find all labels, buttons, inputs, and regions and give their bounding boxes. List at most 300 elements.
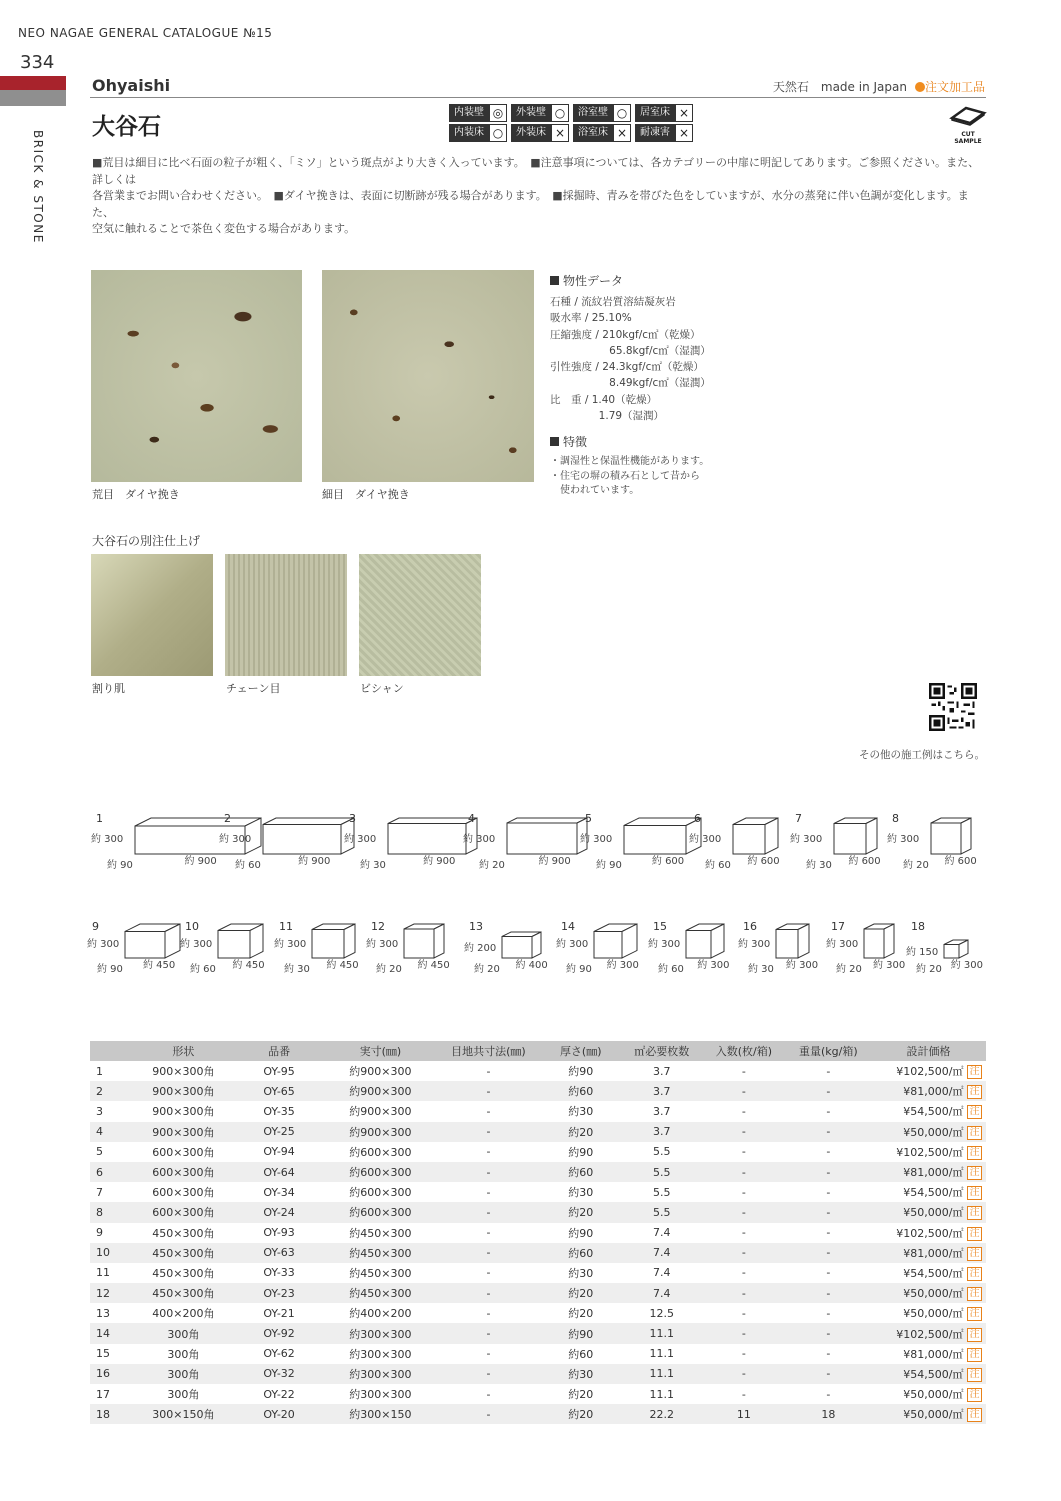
- table-cell: -: [702, 1122, 785, 1142]
- table-cell: 約20: [540, 1404, 621, 1424]
- table-cell: 約400×200: [349, 1307, 412, 1321]
- shape-number: 4: [468, 812, 475, 825]
- table-cell: 11: [702, 1404, 785, 1424]
- table-cell: -: [437, 1202, 541, 1222]
- photo-split-face: [91, 554, 213, 676]
- photo-chain-finish: [225, 554, 347, 676]
- usage-cell: [511, 124, 571, 142]
- table-cell: 18: [786, 1404, 872, 1424]
- table-header-row: [90, 1041, 986, 1061]
- shape-width-label: 約 900: [538, 856, 571, 867]
- price-text: ¥102,500/㎡: [896, 1145, 964, 1159]
- table-cell: 18: [90, 1404, 133, 1424]
- table-cell: 5.5: [621, 1162, 702, 1182]
- table-cell: [871, 1283, 986, 1303]
- table-cell: 300×150角: [133, 1404, 234, 1424]
- product-title: 大谷石: [92, 114, 161, 140]
- table-cell: 450×300角: [152, 1266, 215, 1280]
- shape-height-label: 約 300: [87, 939, 120, 950]
- shape-depth-label: 約 90: [596, 860, 622, 871]
- table-row: [90, 1243, 986, 1263]
- physical-data-line: 石種 / 流紋岩質溶結凝灰岩: [550, 296, 676, 308]
- table-cell: [871, 1223, 986, 1243]
- shape-height-label: 約 300: [463, 834, 496, 845]
- table-cell: OY-92: [234, 1323, 324, 1343]
- table-cell: -: [486, 1226, 491, 1240]
- price-text: ¥50,000/㎡: [903, 1125, 964, 1139]
- table-cell: OY-65: [234, 1081, 324, 1101]
- shape-width-label: 約 300: [873, 960, 906, 971]
- table-cell: [871, 1081, 986, 1101]
- table-cell: 約20: [540, 1122, 621, 1142]
- catalogue-title: NEO NAGAE GENERAL CATALOGUE №15: [18, 26, 273, 40]
- table-cell: -: [786, 1081, 872, 1101]
- price-text: ¥54,500/㎡: [903, 1266, 964, 1280]
- shape-number: 15: [653, 920, 667, 933]
- table-cell: 8: [90, 1202, 133, 1222]
- shape-number: 14: [561, 920, 575, 933]
- physical-data-line: 圧縮強度 / 210kgf/c㎡（乾燥）: [550, 328, 701, 341]
- shape-height-label: 約 300: [344, 834, 377, 845]
- page-tab-gray: [0, 90, 66, 106]
- shape-depth-label: 約 60: [190, 964, 216, 975]
- shape-number: 18: [911, 920, 925, 933]
- shape-depth-label: 約 60: [705, 860, 731, 871]
- shape-depth-label: 約 90: [107, 860, 133, 871]
- table-cell: 約450×300: [349, 1266, 412, 1280]
- table-cell: 900×300角: [133, 1122, 234, 1142]
- table-cell: 600×300角: [133, 1162, 234, 1182]
- table-cell: 約900×300: [324, 1081, 437, 1101]
- order-mark-icon: 注: [967, 1328, 982, 1342]
- table-cell: -: [741, 1064, 746, 1078]
- order-mark-icon: 注: [967, 1186, 982, 1200]
- table-cell: 5: [96, 1145, 103, 1159]
- usage-mark: ○: [613, 104, 631, 122]
- price-text: ¥50,000/㎡: [903, 1287, 964, 1301]
- shape-height-label: 約 300: [180, 939, 213, 950]
- page-number: 334: [20, 52, 55, 73]
- table-cell: 約600×300: [349, 1186, 412, 1200]
- order-mark-icon: 注: [967, 1247, 982, 1261]
- shape-height-label: 約 300: [580, 834, 613, 845]
- shape-depth-label: 約 30: [284, 964, 310, 975]
- table-cell: 15: [96, 1347, 110, 1361]
- physical-data-lines: [550, 294, 750, 424]
- table-cell: [871, 1344, 986, 1364]
- price-text: ¥54,500/㎡: [903, 1186, 964, 1200]
- table-cell: 300角: [133, 1323, 234, 1343]
- table-header-cell: 品番: [234, 1041, 324, 1061]
- photo-caption: ビシャン: [360, 682, 404, 695]
- table-cell: 約30: [568, 1105, 594, 1119]
- table-cell: -: [486, 1145, 491, 1159]
- usage-suitability-grid: [449, 104, 695, 142]
- table-row: [90, 1303, 986, 1323]
- shape-height-label: 約 300: [648, 939, 681, 950]
- table-cell: -: [741, 1185, 746, 1199]
- order-mark-icon: 注: [967, 1307, 982, 1321]
- shape-height-label: 約 300: [366, 939, 399, 950]
- table-cell: 約60: [568, 1347, 594, 1361]
- shape-width-label: 約 600: [651, 856, 685, 867]
- custom-finish-heading: 大谷石の別注仕上げ: [92, 534, 201, 548]
- order-mark-icon: 注: [967, 1206, 982, 1220]
- usage-label: 内装壁: [449, 104, 489, 122]
- usage-label: 内装床: [449, 124, 489, 142]
- usage-label: 耐凍害: [635, 124, 675, 142]
- table-cell: 900×300角: [152, 1065, 215, 1079]
- table-cell: 9: [96, 1226, 103, 1240]
- table-cell: 300角: [167, 1347, 200, 1361]
- shape-height-label: 約 300: [556, 939, 589, 950]
- table-cell: -: [786, 1243, 872, 1263]
- description-line: 各営業までお問い合わせください。 ■ダイヤ挽きは、表面に切断跡が残る場合があります。 ■採掘時、青みを帯びた色をしていますが、水分の蒸発に伴い色調が変化します。また、: [92, 189, 969, 219]
- shape-height-label: 約 300: [91, 834, 124, 845]
- table-cell: OY-25: [234, 1122, 324, 1142]
- shape-width-label: 約 300: [606, 960, 639, 971]
- table-cell: -: [437, 1404, 541, 1424]
- table-cell: 17: [96, 1387, 110, 1401]
- table-cell: [871, 1243, 986, 1263]
- table-cell: [871, 1263, 986, 1283]
- shape-height-label: 約 200: [464, 943, 497, 954]
- table-cell: 5.5: [653, 1145, 671, 1159]
- physical-data-line: 比 重 / 1.40（乾燥）: [550, 393, 658, 406]
- feature-line: ・住宅の塀の積み石として昔から: [550, 470, 700, 482]
- table-row: [90, 1364, 986, 1384]
- tile-shape-icon: [352, 812, 481, 894]
- table-cell: 5.5: [621, 1202, 702, 1222]
- table-cell: 450×300角: [133, 1283, 234, 1303]
- shape-depth-label: 約 30: [748, 964, 774, 975]
- cut-sample-label: CUT SAMPLE: [954, 131, 982, 145]
- usage-cell: [573, 124, 633, 142]
- table-cell: OY-94: [263, 1145, 295, 1159]
- shape-height-label: 約 300: [689, 834, 722, 845]
- shape-depth-label: 約 30: [360, 860, 386, 871]
- table-cell: OY-33: [263, 1266, 295, 1280]
- table-cell: OY-22: [263, 1387, 295, 1401]
- description-line: 空気に触れることで茶色く変色する場合があります。: [92, 222, 356, 235]
- order-mark-icon: 注: [967, 1166, 982, 1180]
- feature-line: 使われています。: [550, 485, 640, 497]
- order-mark-icon: 注: [967, 1267, 982, 1281]
- table-cell: 約600×300: [349, 1145, 412, 1159]
- table-cell: OY-62: [263, 1347, 295, 1361]
- usage-mark: ×: [613, 124, 631, 142]
- product-romaji-name: Ohyaishi: [92, 76, 171, 95]
- shape-height-label: 約 300: [738, 939, 771, 950]
- order-mark-icon: 注: [967, 1085, 982, 1099]
- price-text: ¥102,500/㎡: [896, 1065, 964, 1079]
- shape-height-label: 約 300: [887, 834, 920, 845]
- shape-depth-label: 約 20: [916, 964, 942, 975]
- table-cell: OY-35: [263, 1104, 295, 1118]
- table-cell: [871, 1122, 986, 1142]
- table-cell: -: [786, 1323, 872, 1343]
- price-text: ¥81,000/㎡: [903, 1246, 964, 1260]
- usage-mark: ○: [551, 104, 569, 122]
- shape-width-label: 約 450: [417, 960, 450, 971]
- shape-height-label: 約 300: [826, 939, 859, 950]
- shape-height-label: 約 300: [790, 834, 823, 845]
- table-cell: -: [741, 1145, 746, 1159]
- physical-data-line: 吸水率 / 25.10%: [550, 312, 632, 325]
- table-cell: 300角: [167, 1388, 200, 1402]
- table-row: [90, 1384, 986, 1404]
- table-cell: 約600×300: [324, 1162, 437, 1182]
- product-origin-info: [773, 78, 985, 95]
- table-cell: OY-23: [234, 1283, 324, 1303]
- table-cell: -: [741, 1347, 746, 1361]
- table-cell: -: [786, 1122, 872, 1142]
- table-cell: 3.7: [653, 1064, 671, 1078]
- order-mark-icon: 注: [967, 1065, 982, 1079]
- order-mark-icon: 注: [967, 1368, 982, 1382]
- table-cell: 11.1: [621, 1323, 702, 1343]
- features-heading: 特徴: [550, 433, 750, 450]
- shape-number: 13: [469, 920, 483, 933]
- table-cell: 約900×300: [324, 1122, 437, 1142]
- shape-depth-label: 約 60: [658, 964, 684, 975]
- table-cell: 7.4: [621, 1283, 702, 1303]
- order-mark-icon: 注: [967, 1146, 982, 1160]
- photo-caption: 細目 ダイヤ挽き: [322, 488, 410, 501]
- usage-label: 外装壁: [511, 104, 551, 122]
- table-row: [90, 1142, 986, 1162]
- table-cell: 3.7: [621, 1081, 702, 1101]
- table-cell: -: [786, 1162, 872, 1182]
- shape-number: 16: [743, 920, 757, 933]
- page-tab-red: [0, 76, 66, 90]
- table-cell: -: [786, 1202, 872, 1222]
- usage-mark: ×: [675, 104, 693, 122]
- table-cell: 11: [96, 1266, 110, 1280]
- shape-height-label: 約 300: [219, 834, 252, 845]
- shape-number: 8: [892, 812, 899, 825]
- table-cell: 約30: [568, 1186, 594, 1200]
- square-bullet-icon: [550, 437, 559, 446]
- table-cell: [871, 1384, 986, 1404]
- qr-code-icon[interactable]: [929, 683, 977, 731]
- table-cell: -: [486, 1266, 491, 1280]
- table-cell: -: [437, 1122, 541, 1142]
- table-cell: OY-20: [234, 1404, 324, 1424]
- shape-depth-label: 約 20: [474, 964, 500, 975]
- order-mark-icon: 注: [967, 1388, 982, 1402]
- table-cell: 約300×300: [349, 1388, 412, 1402]
- order-mark-icon: 注: [967, 1287, 982, 1301]
- table-cell: 約300×300: [349, 1347, 412, 1361]
- table-cell: -: [826, 1185, 831, 1199]
- table-cell: 約60: [540, 1081, 621, 1101]
- table-cell: -: [437, 1243, 541, 1263]
- price-text: ¥50,000/㎡: [903, 1388, 964, 1402]
- table-cell: [871, 1162, 986, 1182]
- shape-width-label: 約 900: [184, 856, 217, 867]
- table-cell: 約90: [568, 1145, 594, 1159]
- table-cell: -: [741, 1387, 746, 1401]
- shape-number: 1: [96, 812, 103, 825]
- table-row: [90, 1122, 986, 1142]
- table-cell: 7.4: [653, 1226, 671, 1240]
- table-cell: 12: [90, 1283, 133, 1303]
- price-text: ¥102,500/㎡: [896, 1327, 964, 1341]
- table-cell: 400×200角: [152, 1307, 215, 1321]
- usage-cell: [511, 104, 571, 122]
- table-row: [90, 1202, 986, 1222]
- shape-number: 17: [831, 920, 845, 933]
- table-cell: 12.5: [649, 1306, 675, 1320]
- table-cell: 7.4: [653, 1266, 671, 1280]
- table-cell: 600×300角: [152, 1186, 215, 1200]
- table-cell: 2: [90, 1081, 133, 1101]
- table-cell: -: [826, 1387, 831, 1401]
- table-cell: OY-32: [234, 1364, 324, 1384]
- category-side-label: BRICK & STONE: [31, 130, 45, 244]
- photo-coarse-diamond-cut: [91, 270, 302, 482]
- usage-mark: ×: [675, 124, 693, 142]
- table-cell: 約450×300: [324, 1283, 437, 1303]
- physical-data-line: 1.79（湿潤）: [550, 410, 665, 423]
- usage-mark: ◎: [489, 104, 507, 122]
- physical-data-panel: [550, 272, 750, 499]
- table-cell: -: [786, 1283, 872, 1303]
- origin-text: 天然石 made in Japan: [772, 80, 907, 94]
- table-cell: 約450×300: [324, 1243, 437, 1263]
- order-mark-icon: 注: [967, 1348, 982, 1362]
- table-cell: 約300×300: [324, 1323, 437, 1343]
- table-cell: OY-64: [234, 1162, 324, 1182]
- shape-depth-label: 約 90: [97, 964, 123, 975]
- table-cell: -: [702, 1243, 785, 1263]
- tile-shape-icon: [588, 812, 705, 894]
- table-cell: 約30: [540, 1364, 621, 1384]
- table-cell: OY-63: [234, 1243, 324, 1263]
- order-mark-icon: 注: [967, 1126, 982, 1140]
- table-cell: -: [826, 1064, 831, 1078]
- shape-width-label: 約 450: [326, 960, 359, 971]
- qr-caption: その他の施工例はこちら。: [859, 749, 985, 761]
- table-cell: -: [486, 1104, 491, 1118]
- table-cell: -: [486, 1387, 491, 1401]
- table-cell: 1: [96, 1064, 103, 1078]
- table-cell: -: [702, 1323, 785, 1343]
- table-header-cell: 目地共寸法(㎜): [437, 1041, 541, 1061]
- photo-fine-diamond-cut: [322, 270, 534, 482]
- table-cell: -: [826, 1104, 831, 1118]
- order-mark-icon: 注: [967, 1227, 982, 1241]
- table-cell: OY-34: [263, 1185, 295, 1199]
- table-cell: [871, 1323, 986, 1343]
- table-header-cell: 設計価格: [871, 1041, 986, 1061]
- table-cell: OY-93: [263, 1226, 295, 1240]
- shape-depth-label: 約 20: [376, 964, 402, 975]
- order-dot-icon: [915, 82, 925, 92]
- table-cell: 約90: [540, 1323, 621, 1343]
- table-cell: 6: [90, 1162, 133, 1182]
- table-cell: 11.1: [621, 1364, 702, 1384]
- shape-width-label: 約 300: [785, 960, 819, 971]
- physical-data-heading: 物性データ: [550, 272, 750, 289]
- shape-number: 7: [795, 812, 802, 825]
- shape-depth-label: 約 60: [235, 860, 261, 871]
- shape-width-label: 約 450: [232, 960, 265, 971]
- table-header-cell: ㎡必要枚数: [621, 1041, 702, 1061]
- usage-label: 浴室床: [573, 124, 613, 142]
- table-cell: [871, 1202, 986, 1222]
- table-cell: -: [786, 1364, 872, 1384]
- shape-width-label: 約 300: [950, 960, 984, 971]
- table-cell: -: [741, 1266, 746, 1280]
- table-cell: 13: [96, 1306, 110, 1320]
- shape-depth-label: 約 90: [566, 964, 592, 975]
- shape-width-label: 約 600: [944, 856, 977, 867]
- table-cell: 5.5: [653, 1185, 671, 1199]
- table-cell: 約20: [568, 1307, 594, 1321]
- table-header-cell: 形状: [133, 1041, 234, 1061]
- shape-number: 5: [585, 812, 592, 825]
- table-cell: -: [826, 1226, 831, 1240]
- physical-data-line: 引性強度 / 24.3kgf/c㎡（乾燥）: [550, 361, 704, 374]
- table-cell: -: [437, 1283, 541, 1303]
- table-cell: -: [702, 1364, 785, 1384]
- order-mark-icon: 注: [967, 1408, 982, 1422]
- table-cell: 600×300角: [152, 1145, 215, 1159]
- table-cell: 16: [90, 1364, 133, 1384]
- table-cell: 約20: [540, 1283, 621, 1303]
- table-cell: 約60: [540, 1243, 621, 1263]
- table-cell: 600×300角: [133, 1202, 234, 1222]
- table-cell: [871, 1182, 986, 1202]
- table-cell: [871, 1061, 986, 1081]
- shape-depth-label: 約 20: [836, 964, 862, 975]
- table-cell: 約30: [568, 1266, 594, 1280]
- shape-number: 9: [92, 920, 99, 933]
- shape-width-label: 約 450: [143, 960, 176, 971]
- feature-line: ・調湿性と保温性機能があります。: [550, 456, 710, 468]
- table-cell: -: [437, 1323, 541, 1343]
- price-text: ¥54,500/㎡: [903, 1105, 964, 1119]
- table-cell: 約600×300: [324, 1202, 437, 1222]
- table-cell: -: [741, 1306, 746, 1320]
- shape-depth-label: 約 30: [806, 860, 832, 871]
- table-cell: -: [702, 1162, 785, 1182]
- shape-height-label: 約 150: [906, 947, 939, 958]
- shape-width-label: 約 600: [848, 856, 881, 867]
- table-cell: 900×300角: [133, 1081, 234, 1101]
- price-text: ¥81,000/㎡: [903, 1085, 964, 1099]
- price-text: ¥81,000/㎡: [903, 1166, 964, 1180]
- table-cell: 7: [96, 1185, 103, 1199]
- table-cell: 約900×300: [349, 1105, 412, 1119]
- photo-caption: 割り肌: [92, 682, 125, 695]
- physical-data-line: 65.8kgf/c㎡（湿潤）: [550, 344, 711, 357]
- tile-shape-icon: [472, 920, 545, 988]
- spec-table: [90, 1041, 986, 1424]
- table-cell: [871, 1101, 986, 1121]
- table-cell: OY-95: [263, 1064, 295, 1078]
- table-cell: [871, 1404, 986, 1424]
- table-cell: -: [702, 1283, 785, 1303]
- table-cell: OY-24: [234, 1202, 324, 1222]
- price-text: ¥50,000/㎡: [903, 1206, 964, 1220]
- table-cell: 約20: [540, 1202, 621, 1222]
- table-cell: 11.1: [649, 1387, 675, 1401]
- table-cell: [871, 1142, 986, 1162]
- usage-mark: ○: [489, 124, 507, 142]
